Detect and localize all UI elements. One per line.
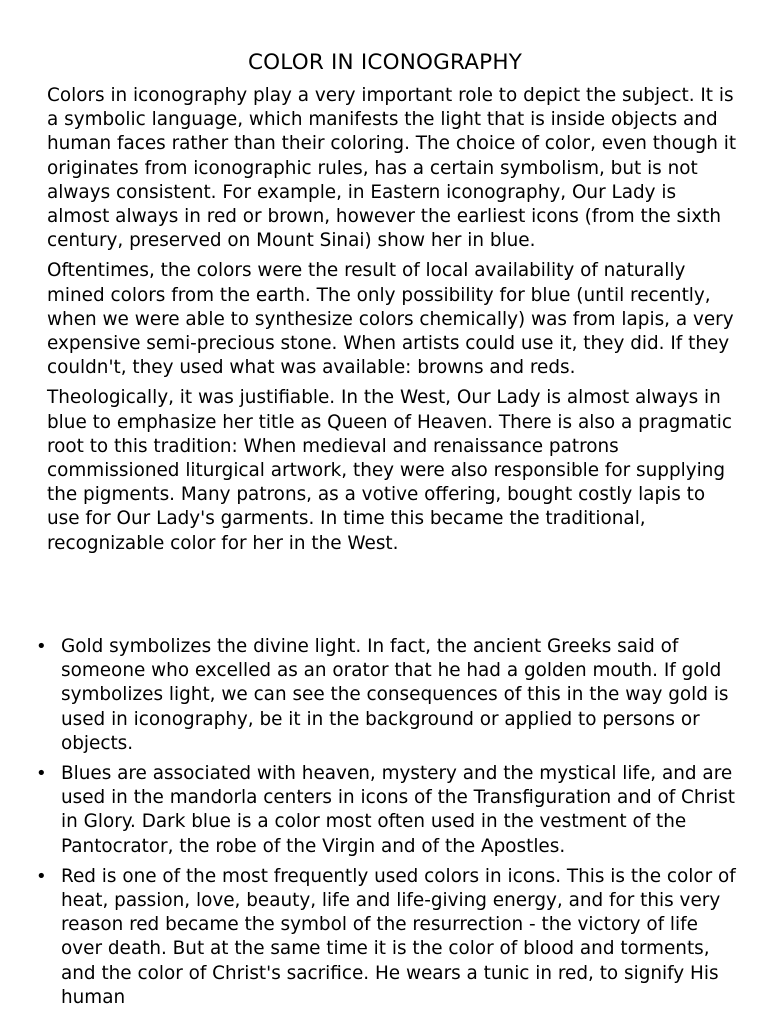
list-item	[36, 635, 736, 756]
list-item-text: Blues are associated with heaven, mystery and the mystical life, and are used in the mandorla centers in icons of the Transfiguration and of Christ in Glory. Dark blue is a color most often used in the vestment of the Pantocrator, the robe of the Virgin and of the Apostles.	[61, 763, 736, 857]
bullet-icon: •	[36, 763, 47, 785]
page-title: COLOR IN ICONOGRAPHY	[247, 50, 523, 75]
list-item	[36, 865, 736, 1010]
bullet-icon: •	[36, 865, 47, 887]
paragraph: Theologically, it was justifiable. In the West, Our Lady is almost always in blue to emphasize her title as Queen of Heaven. There is also a pragmatic root to this tradition: When medieval and renaissance patrons commissioned liturgical artwork, they were also responsible for supplying the pigments. Many patrons, as a votive offering, bought costly lapis to use for Our Lady's garments. In time this became the traditional, recognizable color for her in the West.	[47, 387, 732, 554]
bullet-icon: •	[36, 636, 47, 657]
list-item-text: Gold symbolizes the divine light. In fact, the ancient Greeks said of someone who excelled as an orator that he had a golden mouth. If gold symbolizes light, we can see the consequences of this in the way gold is used in iconography, be it in the background or applied to persons or objects.	[61, 636, 729, 754]
list-item	[36, 762, 736, 859]
list-item-text: Red is one of the most frequently used colors in icons. This is the color of heat, passion, love, beauty, life and life-giving energy, and for this very reason red became the symbol of the resurrection - the victory of life over death. But at the same time it is the color of blood and torments, and the color of Christ's sacrifice. He wears a tunic in red, to signify His human	[61, 865, 736, 1008]
paragraph: Oftentimes, the colors were the result of local availability of naturally mined colors from the earth. The only possibility for blue (until recently, when we were able to synthesize colors chemically) was from lapis, a very expensive semi-precious stone. When artists could use it, they did. If they couldn't, they used what was available: browns and reds.	[47, 260, 734, 379]
body-text	[47, 84, 737, 562]
bullet-list	[36, 635, 736, 1016]
paragraph: Colors in iconography play a very important role to depict the subject. It is a symbolic language, which manifests the light that is inside objects and human faces rather than their coloring. The choice of color, even though it originates from iconographic rules, has a certain symbolism, but is not always consistent. For example, in Eastern iconography, Our Lady is almost always in red or brown, however the earliest icons (from the sixth century, preserved on Mount Sinai) show her in blue.	[47, 85, 737, 252]
